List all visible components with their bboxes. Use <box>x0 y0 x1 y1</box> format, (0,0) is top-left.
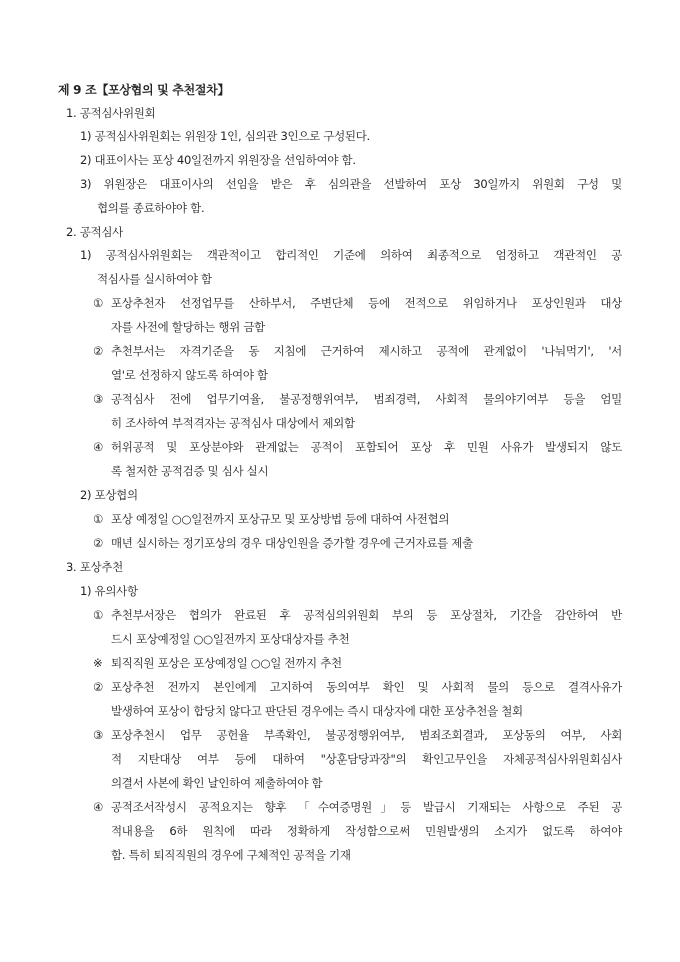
section-3-item-1: 1) 유의사항 <box>80 584 138 598</box>
caution-note: 퇴직직원 포상은 포상예정일 ○○일 전까지 추천 <box>111 656 342 670</box>
criteria-1-line-2: 자를 사전에 할당하는 행위 금함 <box>111 320 265 334</box>
article-title: 제 9 조【포상협의 및 추천절차】 <box>58 83 230 97</box>
section-2-item-2: 2) 포상협의 <box>80 488 138 502</box>
circled-number-1: ① <box>93 608 104 622</box>
section-2-item-1-line-1: 1) 공적심사위원회는 객관적이고 합리적인 기준에 의하여 최종적으로 엄정하고 객관적인 공 <box>80 248 622 262</box>
caution-3-line-3: 의결서 사본에 확인 날인하여 제출하여야 함 <box>111 776 323 790</box>
criteria-3-line-1: 공적심사 전에 업무기여율, 불공정행위여부, 범죄경력, 사회적 물의야기여부 등을 엄밀 <box>111 392 622 406</box>
reference-mark: ※ <box>93 656 103 670</box>
caution-2-line-1: 포상추천 전까지 본인에게 고지하여 동의여부 확인 및 사회적 물의 등으로 결격사유가 <box>111 680 622 694</box>
caution-4-line-3: 함. 특히 퇴직직원의 경우에 구체적인 공적을 기재 <box>111 848 351 862</box>
circled-number-2: ② <box>93 536 104 550</box>
circled-number-1: ① <box>93 512 104 526</box>
criteria-2-line-2: 열'로 선정하지 않도록 하여야 함 <box>111 368 268 382</box>
caution-3-line-1: 포상추천시 업무 공헌율 부족확인, 불공정행위여부, 범죄조회결과, 포상동의 여부, 사회 <box>111 728 622 742</box>
caution-2-line-2: 발생하여 포상이 합당치 않다고 판단된 경우에는 즉시 대상자에 대한 포상추천을 철회 <box>111 704 523 718</box>
section-1-item-3-line-2: 협의를 종료하야야 함. <box>97 201 205 215</box>
section-2-item-1-line-2: 적심사를 실시하여야 함 <box>97 272 212 286</box>
criteria-4-line-1: 허위공적 및 포상분야와 관계없는 공적이 포함되어 포상 후 민원 사유가 발생되지 않도 <box>111 440 622 454</box>
circled-number-4: ④ <box>93 800 104 814</box>
circled-number-3: ③ <box>93 728 104 742</box>
caution-4-line-1: 공적조서작성시 공적요지는 향후 「수여증명원」등 발급시 기재되는 사항으로 주된 공 <box>111 800 622 814</box>
circled-number-3: ③ <box>93 392 104 406</box>
caution-3-line-2: 적 지탄대상 여부 등에 대하여 "상훈담당과장"의 확인고무인을 자체공적심사위원회심사 <box>111 752 622 766</box>
consult-1: 포상 예정일 ○○일전까지 포상규모 및 포상방법 등에 대하여 사전협의 <box>111 512 450 526</box>
section-1-item-2: 2) 대표이사는 포상 40일전까지 위원장을 선임하여야 함. <box>80 153 356 167</box>
circled-number-1: ① <box>93 296 104 310</box>
circled-number-2: ② <box>93 680 104 694</box>
criteria-1-line-1: 포상추천자 선정업무를 산하부서, 주변단체 등에 전적으로 위임하거나 포상인원과 대상 <box>111 296 622 310</box>
section-3-heading: 3. 포상추천 <box>66 560 123 574</box>
consult-2: 매년 실시하는 정기포상의 경우 대상인원을 증가할 경우에 근거자료를 제출 <box>111 536 473 550</box>
criteria-2-line-1: 추천부서는 자격기준을 동 지침에 근거하여 제시하고 공적에 관계없이 '나눠먹기', '서 <box>111 344 622 358</box>
section-2-heading: 2. 공적심사 <box>66 225 123 239</box>
caution-4-line-2: 적내용을 6하 원칙에 따라 정확하게 작성함으로써 민원발생의 소지가 없도록 하여야 <box>111 824 622 838</box>
criteria-3-line-2: 히 조사하여 부적격자는 공적심사 대상에서 제외함 <box>111 416 355 430</box>
section-1-heading: 1. 공적심사위원회 <box>66 106 156 120</box>
caution-1-line-1: 추천부서장은 협의가 완료된 후 공적심의위원회 부의 등 포상절차, 기간을 감안하여 반 <box>111 608 622 622</box>
caution-1-line-2: 드시 포상예정일 ○○일전까지 포상대상자를 추천 <box>111 632 350 646</box>
circled-number-4: ④ <box>93 440 104 454</box>
circled-number-2: ② <box>93 344 104 358</box>
section-1-item-3-line-1: 3) 위원장은 대표이사의 선임을 받은 후 심의관을 선발하여 포상 30일까지 위원회 구성 및 <box>80 177 622 191</box>
criteria-4-line-2: 록 철저한 공적검증 및 심사 실시 <box>111 464 269 478</box>
section-1-item-1: 1) 공적심사위원회는 위원장 1인, 심의관 3인으로 구성된다. <box>80 129 370 143</box>
